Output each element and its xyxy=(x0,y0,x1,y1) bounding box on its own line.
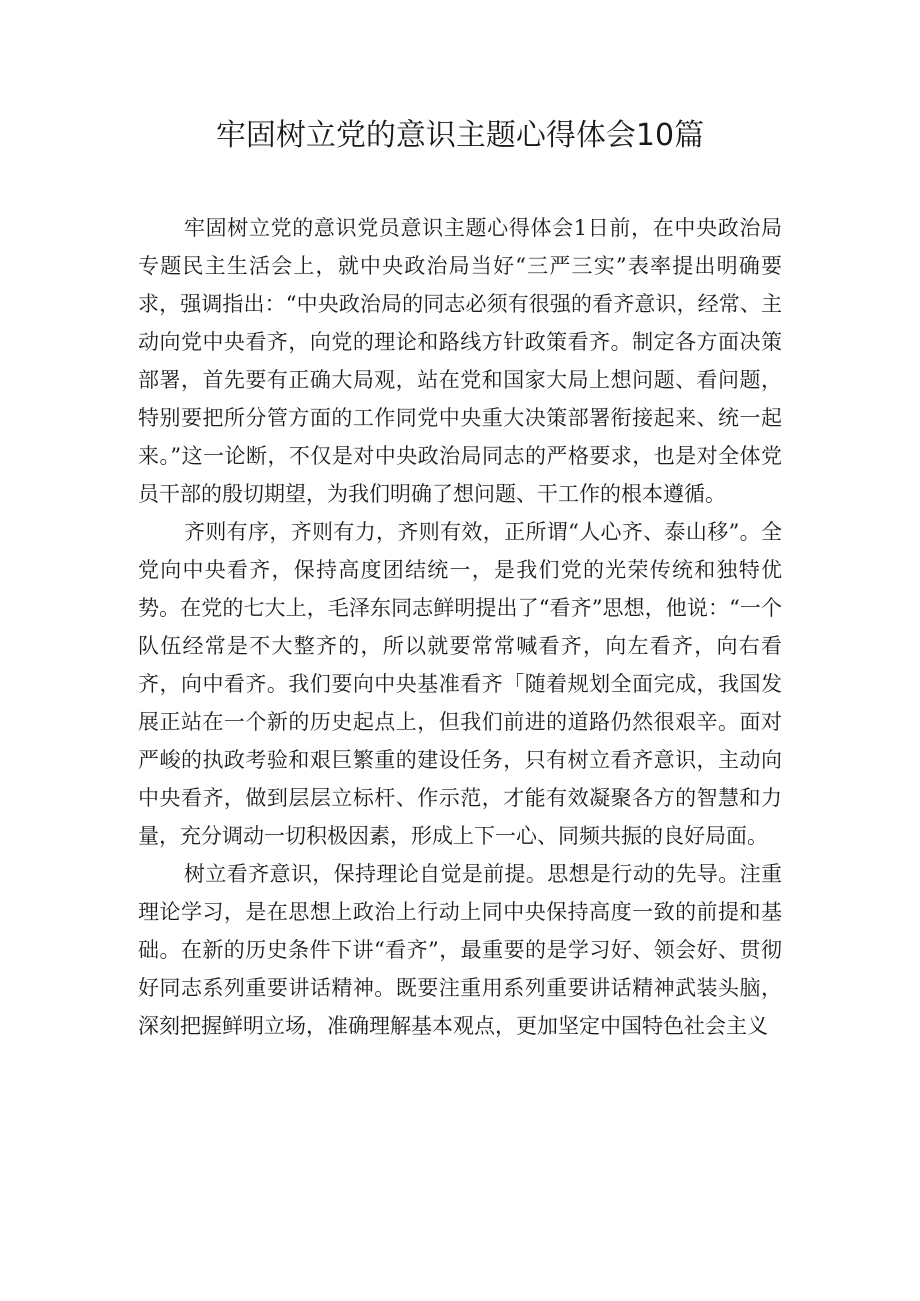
document-title: 牢固树立党的意识主题心得体会10篇 xyxy=(215,118,705,153)
document-body xyxy=(138,209,782,1045)
paragraph-1: 牢固树立党的意识党员意识主题心得体会1日前，在中央政治局专题民主生活会上，就中央政治局当好“三严三实”表率提出明确要求，强调指出：“中央政治局的同志必须有很强的看齐意识，经常、主动向党中央看齐，向党的理论和路线方针政策看齐。制定各方面决策部署，首先要有正确大局观，站在党和国家大局上想问题、看问题，特别要把所分管方面的工作同党中央重大决策部署衔接起来、统一起来。”这一论断，不仅是对中央政治局同志的严格要求，也是对全体党员干部的殷切期望，为我们明确了想问题、干工作的根本遵循。 xyxy=(138,216,782,506)
paragraph-3: 树立看齐意识，保持理论自觉是前提。思想是行动的先导。注重理论学习，是在思想上政治上行动上同中央保持高度一致的前提和基础。在新的历史条件下讲“看齐”，最重要的是学习好、领会好、贯彻好同志系列重要讲话精神。既要注重用系列重要讲话精神武装头脑，深刻把握鲜明立场，准确理解基本观点，更加坚定中国特色社会主义 xyxy=(138,862,782,1038)
paragraph-2: 齐则有序，齐则有力，齐则有效，正所谓“人心齐、泰山移”。全党向中央看齐，保持高度团结统一，是我们党的光荣传统和独特优势。在党的七大上，毛泽东同志鲜明提出了“看齐”思想，他说：“一个队伍经常是不大整齐的，所以就要常常喊看齐，向左看齐，向右看齐，向中看齐。我们要向中央基准看齐「随着规划全面完成，我国发展正站在一个新的历史起点上，但我们前进的道路仍然很艰辛。面对严峻的执政考验和艰巨繁重的建设任务，只有树立看齐意识，主动向中央看齐，做到层层立标杆、作示范，才能有效凝聚各方的智慧和力量，充分调动一切积极因素，形成上下一心、同频共振的良好局面。 xyxy=(138,520,782,848)
